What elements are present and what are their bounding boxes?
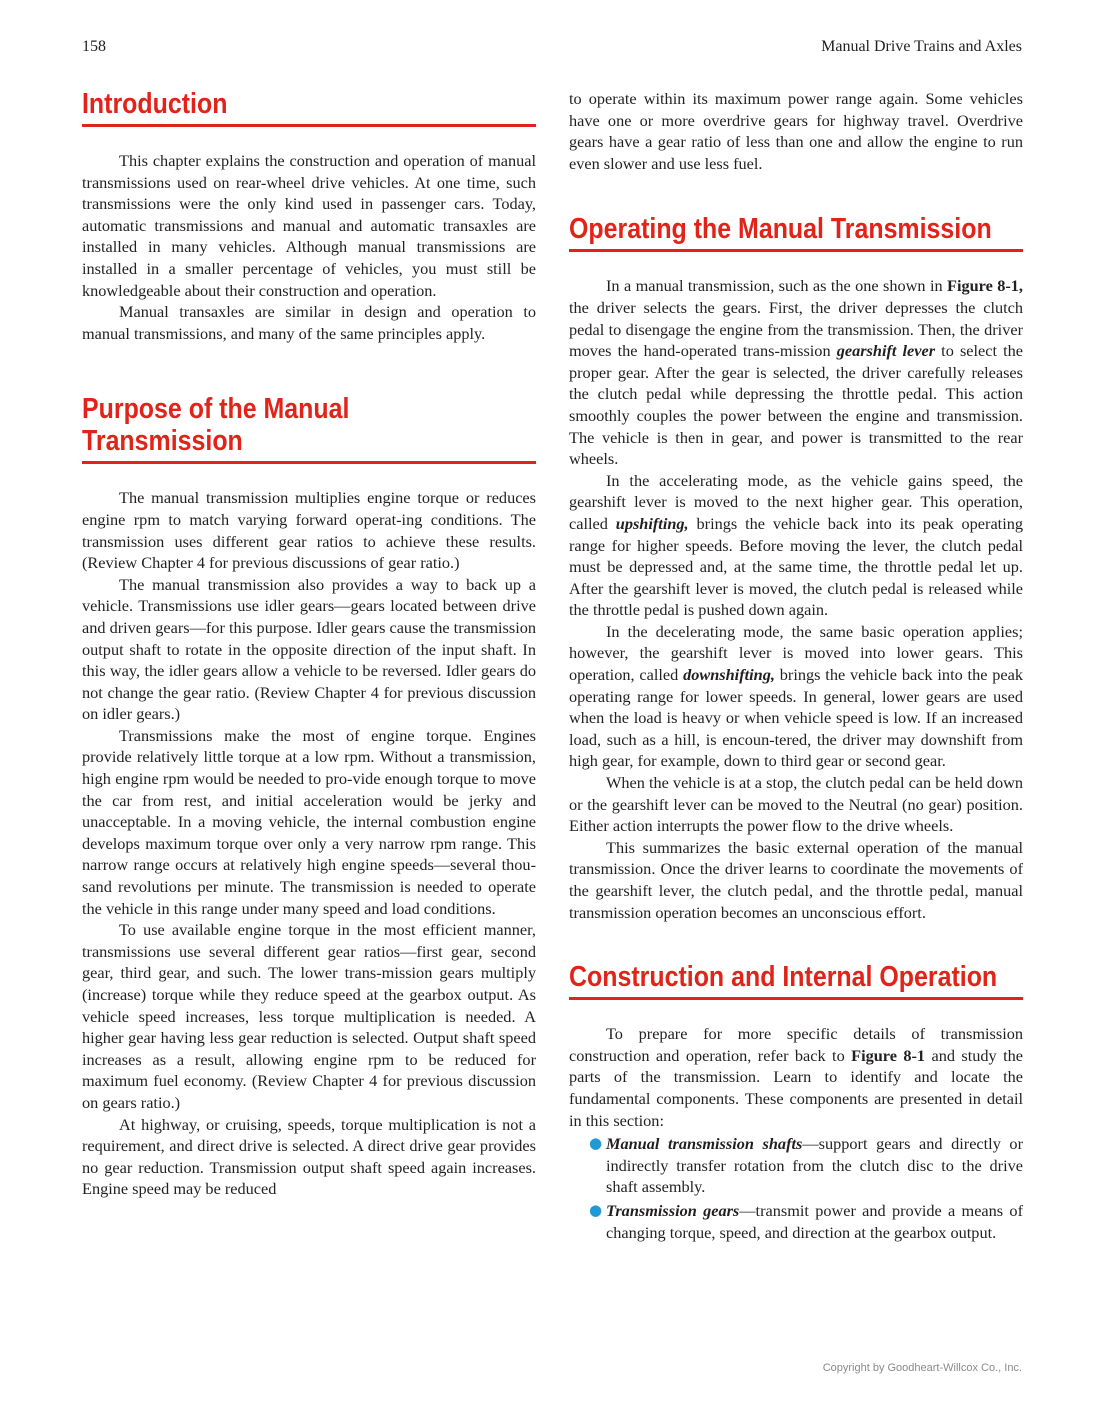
key-term: upshifting,	[615, 513, 689, 533]
page-number: 158	[82, 38, 106, 55]
purpose-paragraph: The manual transmission also provides a way to back up a vehicle. Transmissions use idler gears—gears located between drive and driven gears—for this purpose. Idler gears cause the transmission output shaft to rotate in the opposite direction of the input shaft. In this way, the idler gears allow a vehicle to be reversed. Idler gears do not change the gear ratio. (Review Chapter 4 for previous discussion on idler gears.)	[82, 574, 536, 724]
purpose-paragraph: Transmissions make the most of engine torque. Engines provide relatively little torque at a low rpm. Without a transmission, high engine rpm would be needed to pro-vide enough torque to move the car from rest, and initial acceleration would be jerky and unacceptable. In a moving vehicle, the internal combustion engine develops maximum torque over only a very narrow rpm range. This narrow range occurs at relatively high engine speeds—several thou-sand revolutions per minute. The transmission is needed to operate the vehicle in this range under many speed and load conditions.	[82, 725, 536, 918]
list-item: ● Transmission gears—transmit power and provide a means of changing torque, speed, and direction at the gearbox output.	[589, 1200, 1023, 1242]
construction-heading: Construction and Internal Operation	[569, 961, 1023, 1000]
operating-paragraph: When the vehicle is at a stop, the clutch pedal can be held down or the gearshift lever can be moved to the Neutral (no gear) position. Either action interrupts the power flow to the drive wheels.	[569, 773, 1023, 836]
operating-paragraph: In the accelerating mode, as the vehicle gains speed, the gearshift lever is moved to the next higher gear. This operation, called upshifting, brings the vehicle back into its peak operating range for higher speeds. Before moving the lever, the clutch pedal must be depressed and, at the same time, the throttle pedal let up. After the gearshift lever is moved, the clutch pedal is released while the throttle pedal is pushed down again.	[569, 470, 1024, 620]
introduction-paragraph: This chapter explains the construction and operation of manual transmissions used on rear-wheel drive vehicles. At one time, such transmissions were the only kind used in passenger cars. Today, automatic transmissions and manual and automatic transaxles are installed in many vehicles. Although manual transmissions are installed in a smaller percentage of vehicles, you must still be knowledgeable about their construction and operation.	[82, 151, 536, 300]
introduction-heading: Introduction	[82, 88, 536, 127]
bullet-icon: ●	[589, 1200, 603, 1219]
key-term: Transmission gears	[606, 1200, 740, 1220]
right-column	[569, 88, 1023, 1243]
left-column	[82, 88, 536, 1200]
key-term: gearshift lever	[836, 341, 936, 361]
figure-reference: Figure 8-1	[851, 1045, 926, 1065]
figure-reference: Figure 8-1,	[947, 276, 1024, 296]
purpose-paragraph: At highway, or cruising, speeds, torque multiplication is not a requirement, and direct drive is selected. A direct drive gear provides no gear reduction. Transmission output shaft speed again increases. Engine speed may be reduced	[82, 1114, 536, 1199]
bullet-icon: ●	[589, 1134, 603, 1153]
purpose-paragraph: To use available engine torque in the most efficient manner, transmissions use several different gear ratios—first gear, second gear, third gear, and such. The lower trans-mission gears multiply (increase) torque while they reduce speed at the gearbox output. As vehicle speed increases, less torque multiplication is needed. A higher gear having less gear reduction is selected. Output shaft speed increases as a result, allowing engine rpm to be reduced for maximum fuel economy. (Review Chapter 4 for previous discussion on gears ratio.)	[82, 920, 536, 1112]
purpose-paragraph: The manual transmission multiplies engine torque or reduces engine rpm to match varying forward operat-ing conditions. The transmission uses different gear ratios to achieve these results. (Review Chapter 4 for previous discussions of gear ratio.)	[82, 488, 536, 573]
key-term: Manual transmission shafts	[606, 1134, 803, 1154]
operating-paragraph: In the decelerating mode, the same basic operation applies; however, the gearshift lever is moved into lower gears. This operation, called downshifting, brings the vehicle back into the peak operating range for lower speeds. In general, lower gears are used when the load is heavy or when vehicle speed is low. If an increased load, such as a hill, is encoun-tered, the driver may downshift from high gear, for example, down to third gear or second gear.	[569, 621, 1024, 771]
operating-heading: Operating the Manual Transmission	[569, 213, 1023, 252]
purpose-heading	[82, 393, 536, 464]
list-item: ● Manual transmission shafts—support gears and directly or indirectly transfer rotation from the clutch disc to the drive shaft assembly.	[589, 1134, 1023, 1197]
construction-paragraph: To prepare for more specific details of transmission construction and operation, refer back to Figure 8-1 and study the parts of the transmission. Learn to identify and locate the fundamental components. These components are presented in detail in this section:	[569, 1024, 1023, 1130]
operating-paragraph: This summarizes the basic external operation of the manual transmission. Once the driver learns to coordinate the movements of the gearshift lever, the clutch pedal, and the throttle pedal, manual transmission operation becomes an unconscious effort.	[569, 837, 1023, 922]
running-head: Manual Drive Trains and Axles	[821, 38, 1022, 55]
operating-paragraph: In a manual transmission, such as the one shown in Figure 8-1, the driver selects the gears. First, the driver depresses the clutch pedal to disengage the engine from the transmission. Then, the driver moves the hand-operated trans-mission gearshift lever to select the proper gear. After the gear is selected, the driver carefully releases the clutch pedal while depressing the throttle pedal. This action smoothly couples the power between the engine and transmission. The vehicle is then in gear, and power is transmitted to the rear wheels.	[569, 276, 1024, 469]
key-term: downshifting,	[683, 665, 775, 685]
component-list	[569, 1133, 1023, 1243]
purpose-heading-line1: Purpose of the Manual	[82, 393, 350, 426]
purpose-heading-line2: Transmission	[82, 425, 243, 458]
introduction-paragraph: Manual transaxles are similar in design and operation to manual transmissions, and many of the same principles apply.	[82, 302, 536, 343]
copyright-notice: Copyright by Goodheart-Willcox Co., Inc.	[822, 1362, 1022, 1374]
purpose-paragraph-continued: to operate within its maximum power range again. Some vehicles have one or more overdrive gears for highway travel. Overdrive gears have a gear ratio of less than one and allow the engine to run even slower and use less fuel.	[569, 89, 1023, 173]
